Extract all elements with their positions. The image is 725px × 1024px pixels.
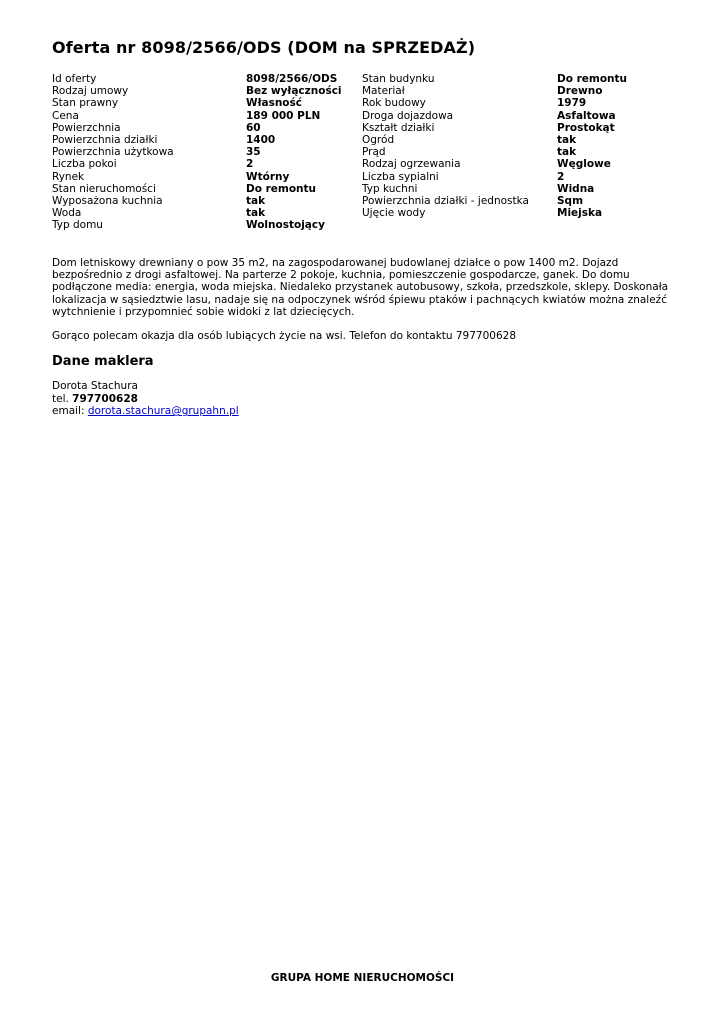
offer-page bbox=[52, 38, 677, 418]
agent-contact bbox=[52, 380, 677, 418]
spec-label: Typ kuchni bbox=[362, 182, 418, 195]
spec-value: Wolnostojący bbox=[246, 219, 325, 232]
spec-value: Własność bbox=[246, 97, 302, 110]
spec-label: Rok budowy bbox=[362, 97, 426, 110]
spec-label: Ogród bbox=[362, 133, 395, 146]
spec-label: Kształt działki bbox=[362, 121, 435, 134]
specs-table bbox=[52, 73, 677, 232]
spec-value: tak bbox=[557, 133, 577, 146]
description-paragraph: Gorąco polecam okazja dla osób lubiących życie na wsi. Telefon do kontaktu 797700628 bbox=[52, 330, 517, 343]
spec-value: 2 bbox=[246, 158, 254, 171]
spec-label: Liczba sypialni bbox=[362, 170, 439, 183]
spec-value: 2 bbox=[557, 170, 565, 183]
spec-label: Droga dojazdowa bbox=[362, 109, 454, 122]
offer-description bbox=[52, 257, 672, 342]
spec-label: Powierzchnia działki - jednostka bbox=[362, 194, 529, 207]
spec-label: Rodzaj ogrzewania bbox=[362, 158, 461, 171]
spec-value: Do remontu bbox=[557, 73, 628, 85]
specs-right-labels bbox=[362, 73, 529, 219]
spec-label: Rodzaj umowy bbox=[52, 85, 129, 98]
spec-label: Powierzchnia działki bbox=[52, 133, 158, 146]
agent-email-link[interactable]: dorota.stachura@grupahn.pl bbox=[87, 405, 239, 418]
spec-value: Drewno bbox=[557, 85, 603, 98]
spec-label: Powierzchnia bbox=[52, 121, 121, 134]
spec-value: Do remontu bbox=[246, 182, 317, 195]
spec-label: Stan prawny bbox=[52, 97, 119, 110]
spec-value: tak bbox=[246, 207, 266, 220]
spec-label: Powierzchnia użytkowa bbox=[52, 146, 174, 159]
spec-label: Materiał bbox=[362, 85, 405, 98]
description-paragraph: Dom letniskowy drewniany o pow 35 m2, na zagospodarowanej budowlanej działce o pow 1400 m2. Dojazd bezpośrednio z drogi asfaltowej. Na parterze 2 pokoje, kuchnia, pomieszczenie gospodarcze, ganek. Do domu podłączone media: energia, woda miejska. Niedaleko przystanek autobusowy, szkoła, przedszkole, sklepy. Doskonała lokalizacja w sąsiedztwie lasu, nadaje się na odpoczynek wśród śpiewu ptaków i pachnących kwiatów można znaleźć wytchnienie i przypomnieć sobie widoki z lat dziecięcych. bbox=[52, 257, 669, 318]
spec-value: 60 bbox=[246, 121, 261, 134]
spec-value: Bez wyłączności bbox=[246, 85, 342, 98]
spec-value: Widna bbox=[557, 182, 595, 195]
spec-value: Wtórny bbox=[246, 170, 290, 183]
spec-value: Prostokąt bbox=[557, 121, 615, 134]
agent-email-label: email: bbox=[52, 405, 88, 418]
agent-phone-label: tel. bbox=[52, 392, 73, 405]
agent-email-line bbox=[52, 405, 677, 418]
spec-value: Sqm bbox=[557, 194, 584, 207]
specs-left-values bbox=[246, 73, 342, 231]
spec-value: 189 000 PLN bbox=[246, 109, 321, 122]
spec-value: 8098/2566/ODS bbox=[246, 73, 338, 85]
spec-value: Miejska bbox=[557, 207, 603, 220]
spec-value: tak bbox=[246, 194, 266, 207]
spec-label: Prąd bbox=[362, 146, 386, 159]
spec-value: 35 bbox=[246, 146, 261, 159]
spec-label: Liczba pokoi bbox=[52, 158, 117, 171]
spec-value: Węglowe bbox=[557, 158, 611, 171]
spec-label: Typ domu bbox=[52, 219, 103, 232]
spec-label: Ujęcie wody bbox=[362, 207, 426, 220]
specs-right-values bbox=[557, 73, 627, 219]
agent-phone-line bbox=[52, 393, 677, 406]
agent-heading: Dane maklera bbox=[52, 354, 154, 370]
spec-label: Rynek bbox=[52, 170, 85, 183]
agent-name: Dorota Stachura bbox=[52, 380, 138, 393]
offer-title: Oferta nr 8098/2566/ODS (DOM na SPRZEDAŻ) bbox=[52, 38, 476, 57]
spec-label: Wyposażona kuchnia bbox=[52, 194, 163, 207]
spec-value: Asfaltowa bbox=[557, 109, 616, 122]
spec-value: tak bbox=[557, 146, 577, 159]
spec-label: Woda bbox=[52, 207, 82, 220]
spec-label: Id oferty bbox=[52, 73, 97, 85]
spec-label: Cena bbox=[52, 109, 79, 122]
spec-label: Stan nieruchomości bbox=[52, 182, 156, 195]
agent-phone: 797700628 bbox=[72, 392, 138, 405]
specs-left-labels bbox=[52, 73, 174, 231]
spec-value: 1979 bbox=[557, 97, 587, 110]
footer-brand: GRUPA HOME NIERUCHOMOŚCI bbox=[270, 972, 455, 984]
spec-value: 1400 bbox=[246, 133, 276, 146]
spec-label: Stan budynku bbox=[362, 73, 435, 85]
